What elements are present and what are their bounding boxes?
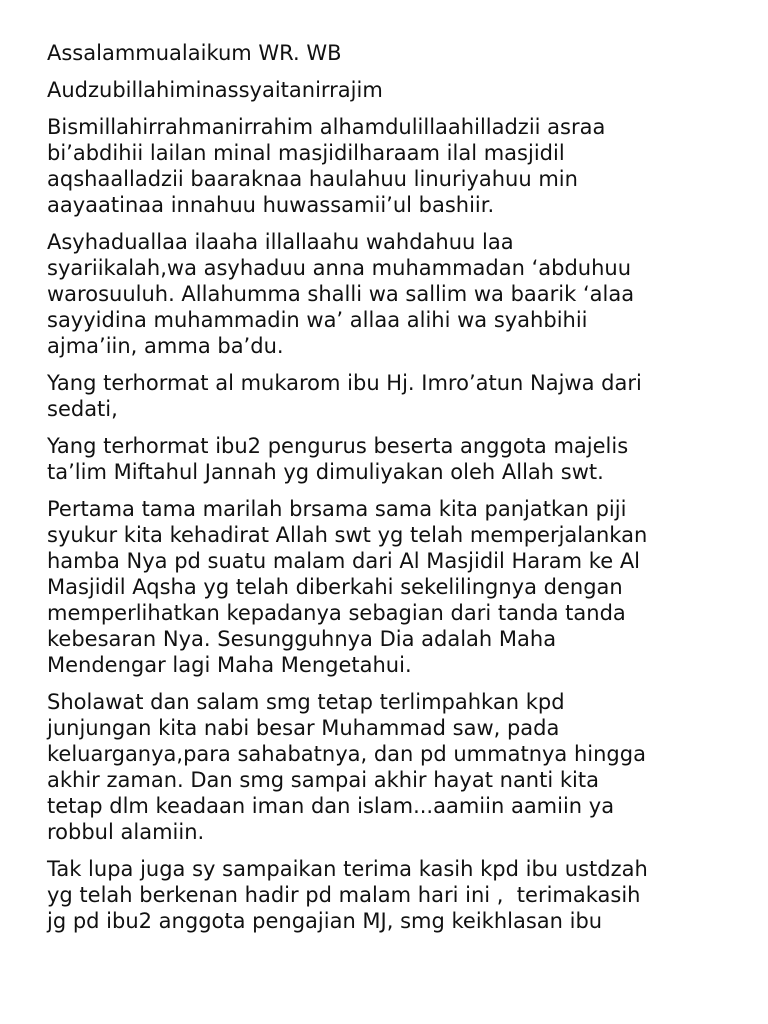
text-line: ajma’iin, amma ba’du.	[47, 334, 284, 358]
text-line: sedati,	[47, 397, 118, 421]
text-line: kebesaran Nya. Sesungguhnya Dia adalah Maha	[47, 627, 557, 651]
text-line: jg pd ibu2 anggota pengajian MJ, smg keikhlasan ibu	[47, 909, 603, 933]
paragraph-salam	[47, 40, 728, 66]
paragraph-greeting-guest	[47, 370, 728, 422]
text-line: aayaatinaa innahuu huwassamii’ul bashiir.	[47, 193, 495, 217]
text-line: Yang terhormat al mukarom ibu Hj. Imro’atun Najwa dari	[47, 371, 642, 395]
paragraph-thanks	[47, 856, 728, 934]
text-line: Assalammualaikum WR. WB	[47, 41, 342, 65]
text-line: Asyhaduallaa ilaaha illallaahu wahdahuu laa	[47, 230, 514, 254]
text-line: sayyidina muhammadin wa’ allaa alihi wa syahbihii	[47, 308, 588, 332]
text-line: akhir zaman. Dan smg sampai akhir hayat nanti kita	[47, 768, 599, 792]
paragraph-sholawat	[47, 689, 728, 845]
text-line: Tak lupa juga sy sampaikan terima kasih kpd ibu ustdzah	[47, 857, 648, 881]
text-line: memperlihatkan kepadanya sebagian dari tanda tanda	[47, 601, 626, 625]
text-line: Bismillahirrahmanirrahim alhamdulillaahilladzii asraa	[47, 115, 606, 139]
text-line: Mendengar lagi Maha Mengetahui.	[47, 653, 412, 677]
text-line: hamba Nya pd suatu malam dari Al Masjidil Haram ke Al	[47, 549, 641, 573]
text-line: aqshaalladzii baaraknaa haulahuu linuriyahuu min	[47, 167, 578, 191]
paragraph-taawudz	[47, 77, 728, 103]
text-line: Pertama tama marilah brsama sama kita panjatkan piji	[47, 497, 627, 521]
paragraph-gratitude	[47, 496, 728, 678]
text-line: bi’abdihii lailan minal masjidilharaam ilal masjidil	[47, 141, 565, 165]
text-line: Yang terhormat ibu2 pengurus beserta anggota majelis	[47, 434, 629, 458]
text-line: Masjidil Aqsha yg telah diberkahi sekelilingnya dengan	[47, 575, 623, 599]
text-line: ta’lim Miftahul Jannah yg dimuliyakan oleh Allah swt.	[47, 460, 604, 484]
text-line: Sholawat dan salam smg tetap terlimpahkan kpd	[47, 690, 565, 714]
text-line: syariikalah,wa asyhaduu anna muhammadan ‘abduhuu	[47, 256, 632, 280]
text-line: warosuuluh. Allahumma shalli wa sallim wa baarik ‘alaa	[47, 282, 635, 306]
paragraph-bismillah	[47, 114, 728, 218]
text-line: yg telah berkenan hadir pd malam hari ini , terimakasih	[47, 883, 641, 907]
text-line: keluarganya,para sahabatnya, dan pd ummatnya hingga	[47, 742, 646, 766]
text-line: syukur kita kehadirat Allah swt yg telah memperjalankan	[47, 523, 648, 547]
paragraph-greeting-committee	[47, 433, 728, 485]
text-line: Audzubillahiminassyaitanirrajim	[47, 78, 383, 102]
text-line: tetap dlm keadaan iman dan islam...aamiin aamiin ya	[47, 794, 615, 818]
paragraph-syahadat	[47, 229, 728, 359]
text-line: junjungan kita nabi besar Muhammad saw, pada	[47, 716, 560, 740]
text-line: robbul alamiin.	[47, 820, 205, 844]
